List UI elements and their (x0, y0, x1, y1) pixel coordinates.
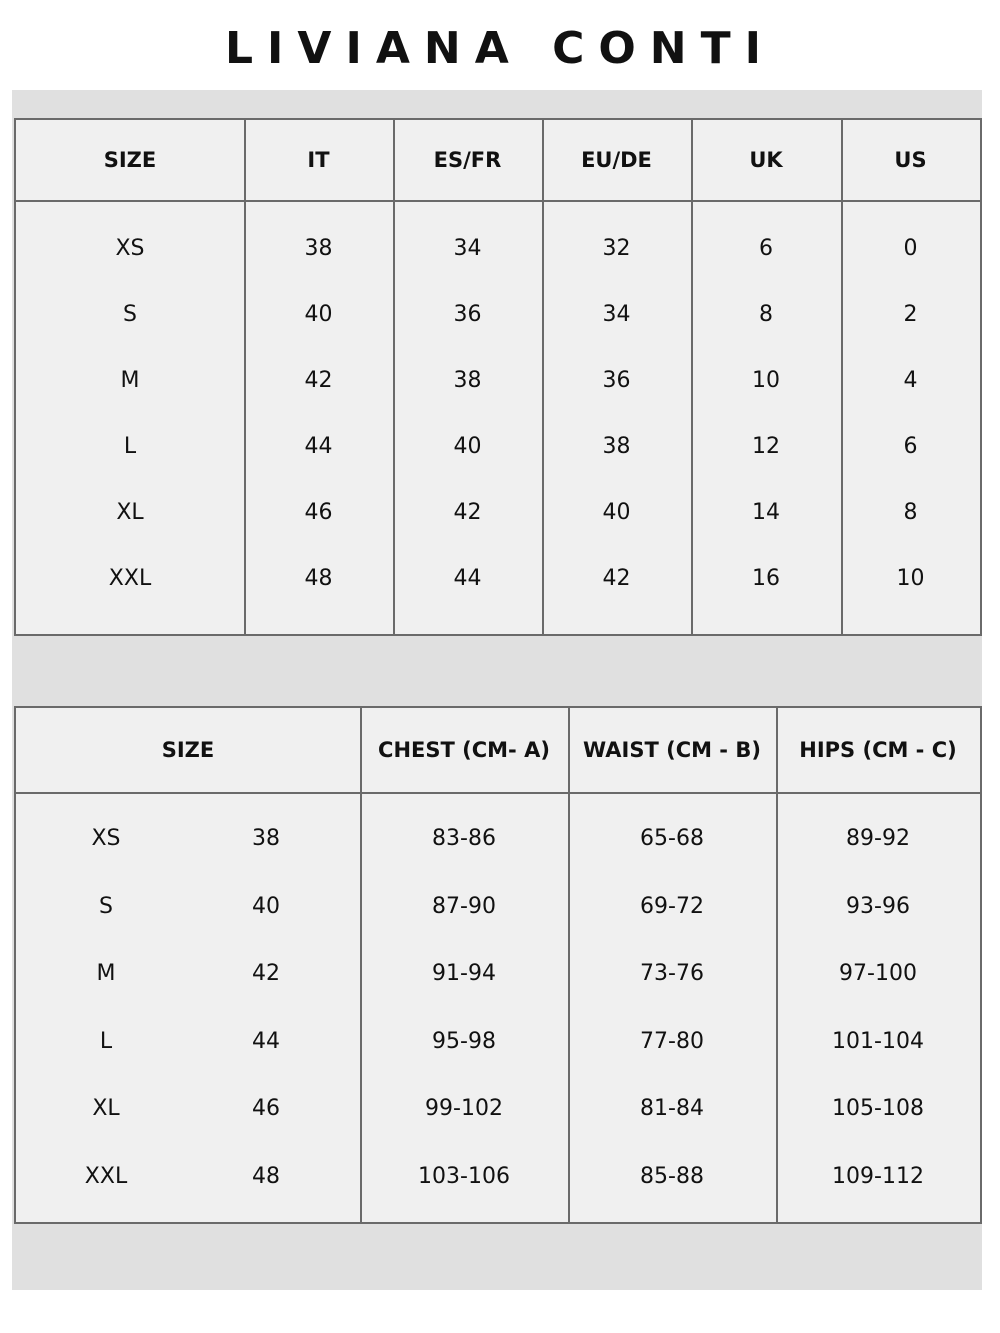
header-divider (16, 200, 980, 202)
table-cell: 44 (252, 1028, 280, 1054)
table-cell: 91-94 (432, 960, 496, 986)
table-cell: 0 (903, 235, 918, 261)
table-cell: 101-104 (832, 1028, 924, 1054)
table-cell: 38 (304, 235, 333, 261)
table-cell: 97-100 (839, 960, 917, 986)
table-cell: 69-72 (640, 893, 704, 919)
table-cell: XXL (108, 565, 152, 591)
table-cell: 87-90 (432, 893, 496, 919)
table-cell: S (123, 301, 137, 327)
table-cell: 65-68 (640, 825, 704, 851)
column-header: US (894, 148, 927, 172)
table-cell: 95-98 (432, 1028, 496, 1054)
table-cell: 14 (752, 499, 780, 525)
table-cell: 16 (752, 565, 780, 591)
table-cell: 2 (903, 301, 918, 327)
table-cell: 48 (252, 1163, 280, 1189)
table-cell: M (96, 960, 116, 986)
table-cell: 83-86 (432, 825, 496, 851)
table-cell: 10 (752, 367, 780, 393)
table-cell: 38 (252, 825, 280, 851)
table-cell: 40 (453, 433, 482, 459)
table-cell: 77-80 (640, 1028, 704, 1054)
column-header: ES/FR (433, 148, 502, 172)
table-cell: 10 (896, 565, 925, 591)
size-conversion-table (14, 118, 982, 636)
table-cell: 48 (304, 565, 333, 591)
table-cell: 99-102 (425, 1095, 503, 1121)
table-cell: 8 (903, 499, 918, 525)
brand-logo (0, 18, 1000, 78)
table-cell: 42 (304, 367, 333, 393)
table-cell: XL (116, 499, 144, 525)
table-cell: 12 (752, 433, 780, 459)
table-cell: 42 (453, 499, 482, 525)
table-cell: 103-106 (418, 1163, 510, 1189)
brand-name: LIVIANA CONTI (225, 22, 775, 74)
header-divider (16, 792, 980, 794)
table-cell: L (123, 433, 137, 459)
table-cell: 44 (304, 433, 333, 459)
table-cell: 6 (759, 235, 773, 261)
table-cell: 85-88 (640, 1163, 704, 1189)
table-cell: 105-108 (832, 1095, 924, 1121)
table-cell: 4 (903, 367, 918, 393)
table-cell: 93-96 (846, 893, 910, 919)
table-cell: XS (115, 235, 145, 261)
table-cell: 40 (304, 301, 333, 327)
column-header: SIZE (161, 738, 215, 762)
table-cell: 40 (252, 893, 280, 919)
table-cell: 81-84 (640, 1095, 704, 1121)
table-cell: XXL (84, 1163, 128, 1189)
table-cell: 42 (602, 565, 631, 591)
table-cell: 34 (602, 301, 631, 327)
table-cell: L (99, 1028, 113, 1054)
measurements-table (14, 706, 982, 1224)
table-cell: 6 (903, 433, 918, 459)
table-cell: XL (92, 1095, 120, 1121)
column-header: EU/DE (581, 148, 652, 172)
table-cell: 44 (453, 565, 482, 591)
table-cell: 46 (252, 1095, 280, 1121)
column-header: HIPS (CM - C) (799, 738, 957, 762)
table-cell: 40 (602, 499, 631, 525)
column-header: UK (749, 148, 783, 172)
table-cell: XS (91, 825, 121, 851)
table-cell: 32 (602, 235, 631, 261)
table-cell: 73-76 (640, 960, 704, 986)
column-header: SIZE (103, 148, 157, 172)
table-cell: 38 (453, 367, 482, 393)
table-cell: 89-92 (846, 825, 910, 851)
table-cell: 46 (304, 499, 333, 525)
column-header: WAIST (CM - B) (583, 738, 761, 762)
table-cell: M (120, 367, 140, 393)
table-cell: 109-112 (832, 1163, 924, 1189)
table-cell: 36 (602, 367, 631, 393)
table-cell: 38 (602, 433, 631, 459)
table-cell: 8 (759, 301, 773, 327)
column-header: IT (307, 148, 330, 172)
table-cell: 34 (453, 235, 482, 261)
column-header: CHEST (CM- A) (378, 738, 550, 762)
table-cell: S (99, 893, 113, 919)
table-cell: 36 (453, 301, 482, 327)
table-cell: 42 (252, 960, 280, 986)
